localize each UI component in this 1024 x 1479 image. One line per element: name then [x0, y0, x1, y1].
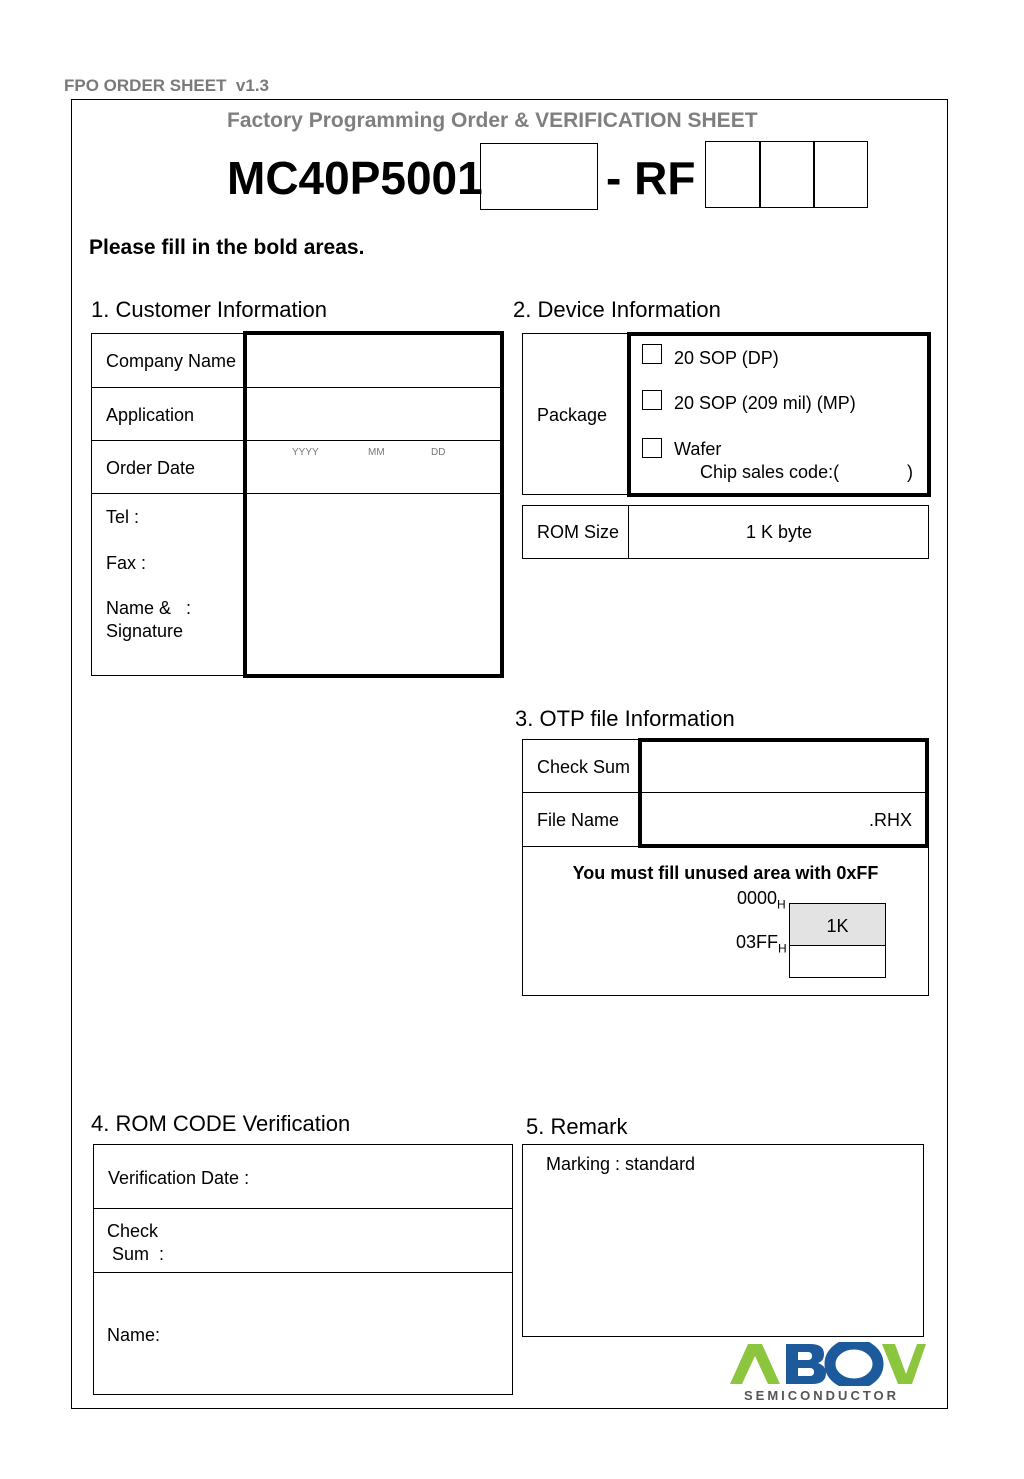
chip-sales-code-label: Chip sales code:( — [700, 462, 840, 482]
rf-code-box-1[interactable] — [705, 141, 761, 208]
fax-label: Fax : — [106, 553, 147, 573]
logo-letter-v — [882, 1344, 926, 1384]
company-name-label: Company Name — [106, 351, 237, 371]
rf-code-box-2[interactable] — [759, 141, 815, 208]
abov-logo-subtext: SEMICONDUCTOR — [744, 1388, 900, 1403]
contact-field[interactable] — [248, 496, 499, 674]
logo-letter-b — [786, 1344, 826, 1384]
chip-sales-code-field[interactable] — [850, 460, 905, 484]
package-wafer-label: Wafer — [674, 439, 722, 459]
address-start — [737, 888, 786, 915]
checksum-field[interactable] — [643, 742, 925, 791]
remark-marking: Marking : standard — [546, 1154, 696, 1174]
abov-logo — [728, 1342, 926, 1408]
logo-letter-o — [830, 1344, 878, 1384]
verification-section-title: 4. ROM CODE Verification — [91, 1111, 351, 1136]
verification-sum-label: Sum : — [107, 1244, 165, 1264]
verification-row-line — [93, 1272, 513, 1273]
filename-label: File Name — [537, 810, 620, 830]
logo-letter-a — [730, 1344, 780, 1384]
part-suffix-box[interactable] — [480, 143, 598, 210]
order-date-label: Order Date — [106, 458, 196, 478]
date-yyyy-hint: YYYY — [292, 447, 319, 458]
address-start-suffix: H — [777, 897, 786, 912]
signature-label: Signature — [106, 621, 184, 641]
date-mm-hint: MM — [368, 447, 385, 458]
remark-section-title: 5. Remark — [526, 1114, 628, 1139]
package-dp-label: 20 SOP (DP) — [674, 348, 779, 368]
part-number: MC40P5001 — [227, 152, 483, 204]
address-end-suffix: H — [778, 941, 787, 956]
filename-field[interactable] — [643, 795, 863, 844]
instruction-text: Please fill in the bold areas. — [89, 236, 365, 259]
company-name-field[interactable] — [248, 336, 499, 386]
verification-row-line — [93, 1208, 513, 1209]
package-mp-checkbox[interactable] — [642, 390, 662, 410]
package-label: Package — [537, 405, 608, 425]
sheet-tag: FPO ORDER SHEET v1.3 — [64, 76, 269, 95]
verification-name-label: Name: — [107, 1325, 161, 1345]
rom-size-label: ROM Size — [537, 522, 620, 542]
package-mp-label: 20 SOP (209 mil) (MP) — [674, 393, 856, 413]
address-start-value: 0000 — [737, 888, 778, 908]
package-dp-checkbox[interactable] — [642, 344, 662, 364]
checksum-label: Check Sum — [537, 757, 631, 777]
customer-section-title: 1. Customer Information — [91, 297, 327, 322]
sheet-subtitle: Factory Programming Order & VERIFICATION SHEET — [227, 109, 758, 132]
rf-suffix: - RF — [606, 152, 696, 204]
verification-check-label: Check — [107, 1221, 159, 1241]
otp-section-title: 3. OTP file Information — [515, 706, 735, 731]
rf-code-box-3[interactable] — [813, 141, 868, 208]
date-dd-hint: DD — [431, 447, 446, 458]
package-wafer-checkbox[interactable] — [642, 438, 662, 458]
application-label: Application — [106, 405, 195, 425]
application-field[interactable] — [248, 389, 499, 439]
file-extension: .RHX — [869, 810, 913, 830]
tel-label: Tel : — [106, 507, 140, 527]
chip-sales-code-close: ) — [907, 462, 913, 482]
verification-date-label: Verification Date : — [108, 1168, 250, 1188]
name-label: Name & : — [106, 598, 192, 618]
device-section-title: 2. Device Information — [513, 297, 721, 322]
memory-block-label: 1K — [826, 916, 849, 936]
address-end-value: 03FF — [736, 932, 779, 952]
address-end — [736, 932, 787, 959]
abov-logo-mark — [728, 1342, 926, 1386]
fill-notice: You must fill unused area with 0xFF — [572, 863, 879, 883]
rom-size-value: 1 K byte — [745, 522, 813, 542]
